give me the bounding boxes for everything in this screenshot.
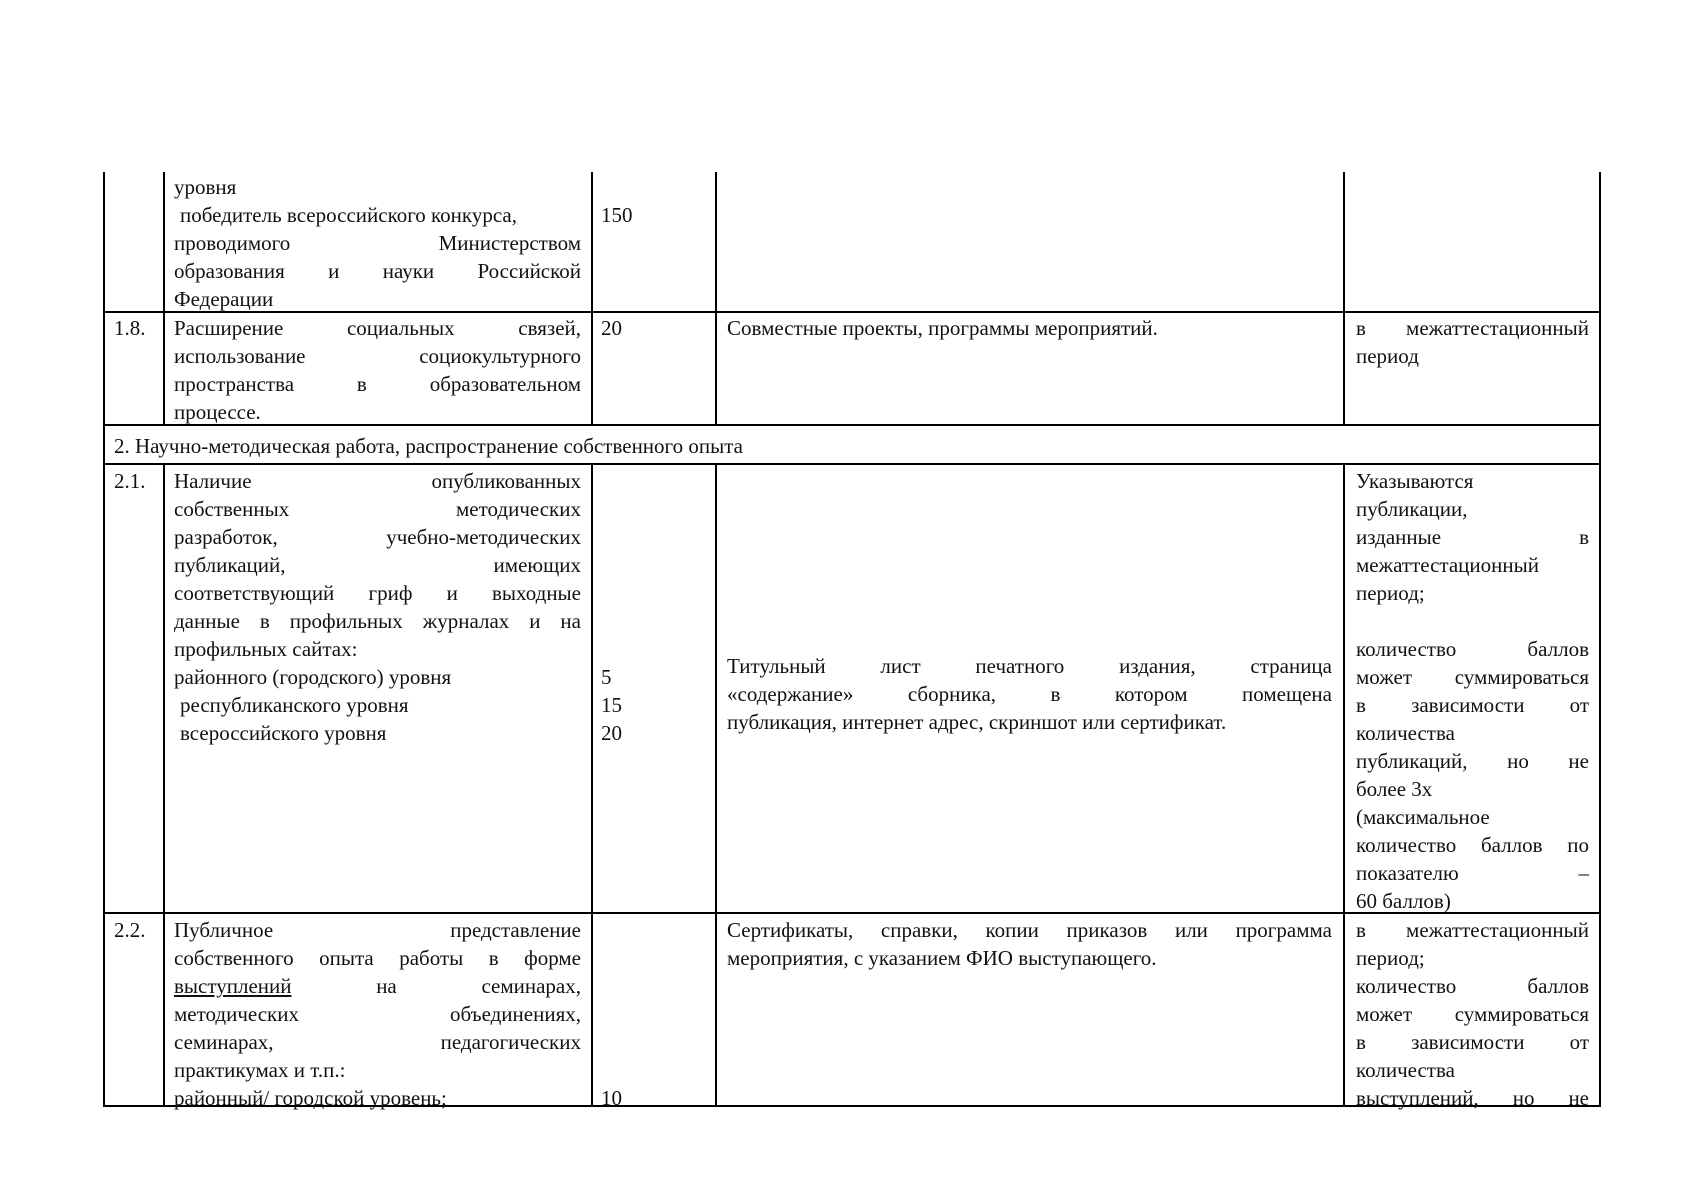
note-line: период; [1356,581,1425,605]
criterion-line: процессе. [174,400,261,424]
column-divider-criterion [591,172,593,426]
note-line: в межаттестационный [1356,316,1589,340]
points-value: 20 [601,721,622,745]
evidence-line: публикация, интернет адрес, скриншот или сертификат. [727,710,1227,734]
criterion-cell [174,314,581,426]
evidence-line: Сертификаты, справки, копии приказов или программа [727,918,1332,942]
criterion-line: публикаций, имеющих [174,553,581,577]
note-line: выступлений, но не [1356,1086,1589,1110]
points-cell [601,1084,701,1112]
note-line: количество баллов по [1356,833,1589,857]
criterion-line: практикумах и т.п.: [174,1058,346,1082]
note-line: изданные в [1356,525,1589,549]
underlined-word: выступлений [174,974,292,998]
column-divider-evidence [1343,465,1345,1106]
note-line: в зависимости от [1356,1030,1589,1054]
column-divider-num [163,172,165,426]
points-value: 10 [601,1086,622,1110]
criterion-line: проводимого Министерством [174,231,581,255]
criterion-cell [174,916,581,1112]
criterion-line: Федерации [174,287,274,311]
note-line: публикаций, но не [1356,749,1589,773]
criterion-line: собственных методических [174,497,581,521]
points-value: 15 [601,693,622,717]
note-line: количество баллов [1356,637,1589,661]
criterion-line: Публичное представление [174,918,581,942]
row-number [114,314,160,342]
note-line: количество баллов [1356,974,1589,998]
word: на [376,974,397,998]
note-line: показателю – [1356,861,1589,885]
note-cell [1356,467,1589,915]
note-line [1356,607,1589,635]
criterion-line [174,972,581,1000]
criterion-cell [174,467,581,747]
note-line: (максимальное [1356,805,1490,829]
points-value: 5 [601,665,612,689]
criterion-line: профильных сайтах: [174,637,358,661]
criterion-line: районный/ городской уровень; [174,1086,447,1110]
note-line: в межаттестационный [1356,918,1589,942]
criterion-line: уровня [174,175,237,199]
criterion-cell [174,173,581,313]
note-line: период [1356,344,1419,368]
evidence-cell [727,652,1332,736]
note-line: количества [1356,1058,1455,1082]
note-cell [1356,916,1589,1112]
points-value: 20 [601,316,622,340]
criterion-line: всероссийского уровня [180,721,387,745]
criterion-line: данные в профильных журналах и на [174,609,581,633]
word: семинарах, [481,974,581,998]
criterion-line: победитель всероссийского конкурса, [180,203,517,227]
criterion-line: собственного опыта работы в форме [174,946,581,970]
column-divider-criterion [591,465,593,1106]
note-line: межаттестационный [1356,553,1539,577]
row-number [114,467,160,495]
note-line: количества [1356,721,1455,745]
criterion-line: соответствующий гриф и выходные [174,581,581,605]
evidence-line: Титульный лист печатного издания, страница [727,654,1332,678]
note-line: в зависимости от [1356,693,1589,717]
criterion-line: семинарах, педагогических [174,1030,581,1054]
evidence-cell [727,314,1332,342]
criterion-line: Наличие опубликованных [174,469,581,493]
evidence-cell [727,916,1332,972]
evidence-text: Совместные проекты, программы мероприятий. [727,316,1158,340]
criterion-line: образования и науки Российской [174,259,581,283]
row-number-text: 2.1. [114,469,146,493]
criterion-line: использование социокультурного [174,344,581,368]
row-divider [103,463,1601,465]
criterion-line: Расширение социальных связей, [174,316,581,340]
points-cell [601,663,701,747]
criterion-line: пространства в образовательном [174,372,581,396]
note-line: публикации, [1356,497,1468,521]
note-line: 60 баллов) [1356,889,1451,913]
points-cell [601,201,701,229]
criterion-line: разработок, учебно-методических [174,525,581,549]
note-line: Указываются [1356,469,1474,493]
column-divider-evidence [1343,172,1345,426]
evidence-line: мероприятия, с указанием ФИО выступающего. [727,946,1157,970]
points-value: 150 [601,203,633,227]
column-divider-points [715,172,717,426]
section-title: 2. Научно-методическая работа, распространение собственного опыта [114,434,743,458]
criterion-line: районного (городского) уровня [174,665,452,689]
row-number-text: 2.2. [114,918,146,942]
row-number-text: 1.8. [114,316,146,340]
criterion-line: республиканского уровня [180,693,409,717]
note-line: период; [1356,946,1425,970]
evidence-line: «содержание» сборника, в котором помещена [727,682,1332,706]
points-cell [601,314,701,342]
note-line: может суммироваться [1356,665,1589,689]
note-cell [1356,314,1589,370]
column-divider-num [163,465,165,1106]
section-heading [114,432,1584,460]
note-line: может суммироваться [1356,1002,1589,1026]
column-divider-points [715,465,717,1106]
row-number [114,916,160,944]
note-line: более 3х [1356,777,1433,801]
criterion-line: методических объединениях, [174,1002,581,1026]
